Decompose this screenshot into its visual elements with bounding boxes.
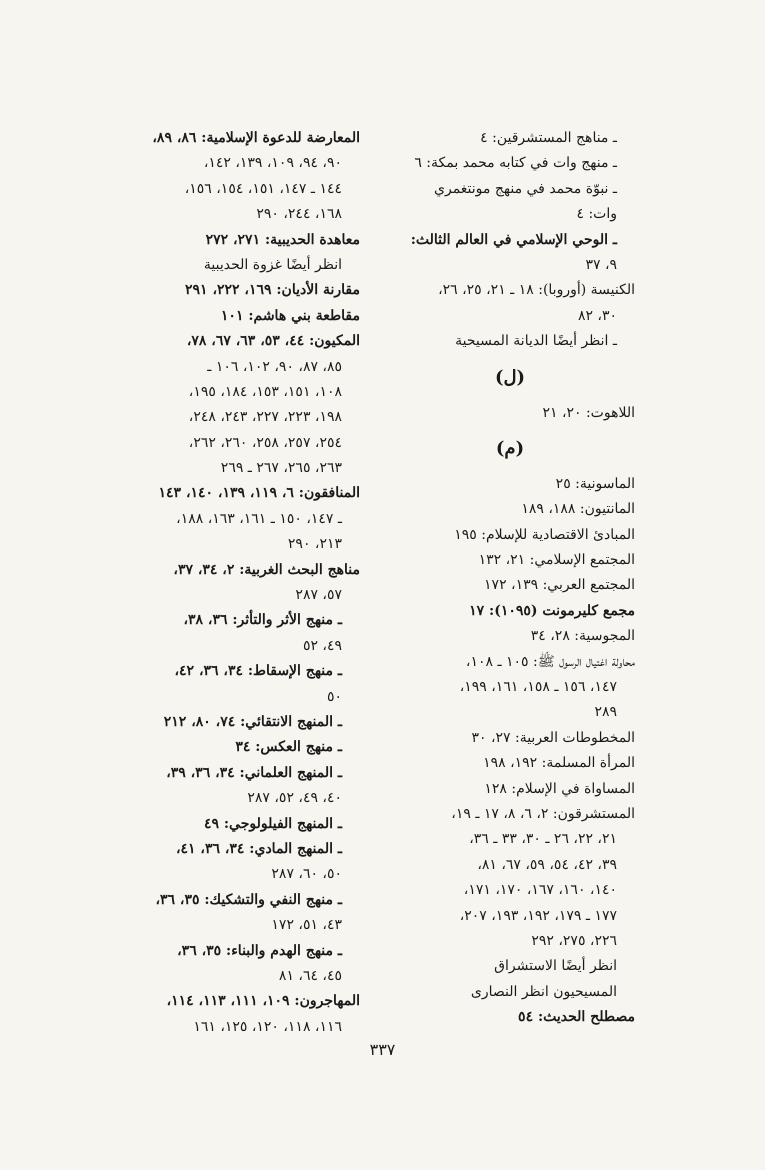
- index-entry-continuation: ٥٧، ٢٨٧: [295, 587, 342, 604]
- index-entry-continuation: انظر أيضًا غزوة الحديبية: [203, 256, 342, 273]
- index-entry-continuation: ٤٥، ٦٤، ٨١: [278, 967, 342, 984]
- index-entry: المجتمع الإسلامي: ٢١، ١٣٢: [478, 552, 635, 569]
- index-entry: المبادئ الاقتصادية للإسلام: ١٩٥: [454, 526, 635, 543]
- section-letter-mim: (م): [495, 437, 525, 459]
- index-entry-continuation: ١٠٨، ١٥١، ١٥٣، ١٨٤، ١٩٥،: [188, 383, 342, 400]
- index-entry-continuation: ١٩٨، ٢٢٣، ٢٢٧، ٢٤٣، ٢٤٨،: [188, 409, 342, 426]
- index-entry-continuation: ـ ١٤٧، ١٥٠ ـ ١٦١، ١٦٣، ١٨٨،: [176, 510, 342, 527]
- index-entry: مقارنة الأديان: ١٦٩، ٢٢٢، ٢٩١: [185, 282, 360, 299]
- index-entry-continuation: ٤٩، ٥٢: [302, 637, 342, 654]
- index-entry: ـ انظر أيضًا الديانة المسيحية: [455, 333, 617, 350]
- index-entry: ـ نبوّة محمد في منهج مونتغمري: [434, 180, 617, 197]
- index-entry-continuation: ١٤٤ ـ ١٤٧، ١٥١، ١٥٤، ١٥٦،: [184, 180, 342, 197]
- index-subentry: ـ المنهج المادي: ٣٤، ٣٦، ٤١،: [175, 840, 342, 857]
- index-entry-continuation: ٢٥٤، ٢٥٧، ٢٥٨، ٢٦٠، ٢٦٢،: [188, 434, 342, 451]
- index-entry: المجوسية: ٢٨، ٣٤: [530, 628, 635, 645]
- left-column: [110, 126, 360, 1040]
- index-entry: المعارضة للدعوة الإسلامية: ٨٦، ٨٩،: [152, 130, 360, 146]
- index-entry: المخطوطات العربية: ٢٧، ٣٠: [471, 729, 635, 746]
- index-entry: معاهدة الحديبية: ٢٧١، ٢٧٢: [205, 231, 360, 248]
- index-subentry: ـ المنهج العلماني: ٣٤، ٣٦، ٣٩،: [166, 764, 342, 781]
- index-entry: المهاجرون: ١٠٩، ١١١، ١١٣، ١١٤،: [166, 993, 360, 1010]
- index-entry: اللاهوت: ٢٠، ٢١: [542, 404, 635, 421]
- index-entry: المساواة في الإسلام: ١٢٨: [484, 780, 635, 797]
- index-entry-continuation: ٥٠: [326, 688, 342, 705]
- index-entry: محاولة اغتيال الرسول ﷺ: ١٠٥ ـ ١٠٨،: [465, 653, 635, 670]
- index-entry: الكنيسة (أوروبا): ١٨ ـ ٢١، ٢٥، ٢٦،: [438, 282, 635, 299]
- index-subentry: ـ المنهج الانتقائي: ٧٤، ٨٠، ٢١٢: [163, 713, 342, 730]
- index-entry: المستشرقون: ٢، ٦، ٨، ١٧ ـ ١٩،: [451, 805, 635, 822]
- index-entry-continuation: ٢٦٣، ٢٦٥، ٢٦٧ ـ ٢٦٩: [220, 460, 342, 477]
- index-entry: ـ منهج وات في كتابه محمد بمكة: ٦: [414, 155, 617, 172]
- index-entry: الماسونية: ٢٥: [555, 475, 635, 492]
- index-entry-continuation: ١٦٨، ٢٤٤، ٢٩٠: [256, 206, 342, 223]
- right-column: [385, 126, 635, 1031]
- index-entry-continuation: ١٤٧، ١٥٦ ـ ١٥٨، ١٦١، ١٩٩،: [459, 679, 617, 696]
- index-entry-continuation: ٤٣، ٥١، ١٧٢: [271, 917, 342, 934]
- index-entry-continuation: ٢٨٩: [594, 704, 617, 721]
- index-entry-continuation: ٩، ٣٧: [585, 256, 617, 273]
- index-entry-continuation: ٢١، ٢٢، ٢٦ ـ ٣٠، ٣٣ ـ ٣٦،: [469, 831, 617, 848]
- index-entry-continuation: ١٧٧ ـ ١٧٩، ١٩٢، ١٩٣، ٢٠٧،: [459, 907, 617, 924]
- index-entry: المرأة المسلمة: ١٩٢، ١٩٨: [483, 755, 635, 772]
- index-entry: ـ الوحي الإسلامي في العالم الثالث:: [410, 231, 617, 248]
- index-entry-continuation: المسيحيون انظر النصارى: [470, 983, 617, 1000]
- index-entry-continuation: ١١٦، ١١٨، ١٢٠، ١٢٥، ١٦١: [193, 1018, 342, 1035]
- index-entry: مقاطعة بني هاشم: ١٠١: [220, 307, 360, 324]
- section-letter-lam: (ل): [494, 366, 526, 388]
- index-entry-continuation: ١٤٠، ١٦٠، ١٦٧، ١٧٠، ١٧١،: [463, 882, 617, 899]
- index-entry: المنافقون: ٦، ١١٩، ١٣٩، ١٤٠، ١٤٣: [158, 485, 360, 502]
- index-entry-continuation: وات: ٤: [576, 206, 617, 223]
- index-entry-continuation: ٢١٣، ٢٩٠: [287, 536, 342, 553]
- index-subentry: ـ منهج الهدم والبناء: ٣٥، ٣٦،: [177, 942, 342, 959]
- index-entry-continuation: ٣٠، ٨٢: [577, 307, 617, 324]
- index-entry-continuation: ٢٢٦، ٢٧٥، ٢٩٢: [531, 932, 617, 949]
- index-entry: مجمع كليرمونت (١٠٩٥): ١٧: [469, 602, 635, 619]
- index-entry-continuation: انظر أيضًا الاستشراق: [494, 958, 617, 975]
- index-entry: ـ مناهج المستشرقين: ٤: [480, 130, 617, 146]
- index-entry-continuation: ٤٠، ٤٩، ٥٢، ٢٨٧: [247, 790, 342, 807]
- index-entry: المكيون: ٤٤، ٥٣، ٦٣، ٦٧، ٧٨،: [186, 333, 360, 350]
- index-entry-continuation: ٣٩، ٤٢، ٥٤، ٥٩، ٦٧، ٨١،: [477, 856, 617, 873]
- index-entry: المانتيون: ١٨٨، ١٨٩: [521, 501, 635, 518]
- index-entry-continuation: ٩٠، ٩٤، ١٠٩، ١٣٩، ١٤٢،: [203, 155, 342, 172]
- index-entry: المجتمع العربي: ١٣٩، ١٧٢: [484, 577, 635, 594]
- index-subentry: ـ منهج الإسقاط: ٣٤، ٣٦، ٤٢،: [174, 663, 342, 680]
- page-number: ٣٣٧: [369, 1040, 396, 1059]
- index-entry: مصطلح الحديث: ٥٤: [518, 1009, 635, 1026]
- index-subentry: ـ منهج الأثر والتأثر: ٣٦، ٣٨،: [183, 612, 342, 629]
- index-entry: مناهج البحث الغربية: ٢، ٣٤، ٣٧،: [173, 561, 360, 578]
- index-subentry: ـ المنهج الفيلولوجي: ٤٩: [203, 815, 342, 832]
- index-subentry: ـ منهج العكس: ٣٤: [235, 739, 342, 756]
- index-entry-continuation: ٨٥، ٨٧، ٩٠، ١٠٢، ١٠٦ ـ: [207, 358, 342, 375]
- index-entry-continuation: ٥٠، ٦٠، ٢٨٧: [271, 866, 342, 883]
- index-subentry: ـ منهج النفي والتشكيك: ٣٥، ٣٦،: [155, 891, 342, 908]
